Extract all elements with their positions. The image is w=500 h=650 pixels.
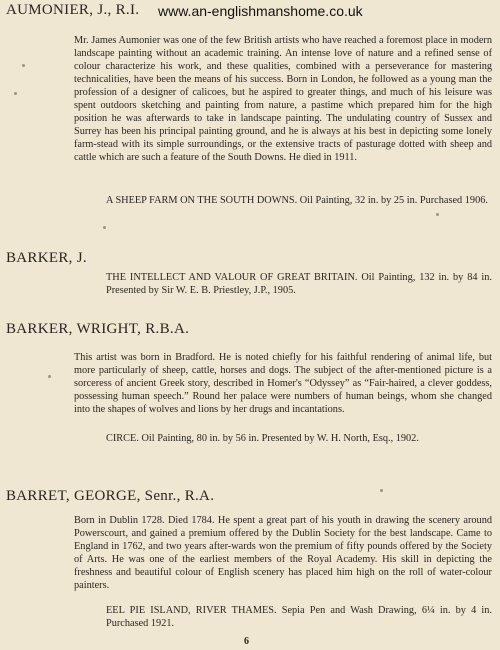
- biography-barker-wright: This artist was born in Bradford. He is noted chiefly for his faithful rendering of animal life, but more particularly of sheep, cattle, horses and dogs. The subject of the after-mentioned picture is a sorceress of ancient Greek story, described in Homer's “Odyssey” as “Fair-haired, a clever goddess, possessing human speech.” Round her palace were numbers of human beings, whom she changed into the shapes of wolves and lions by her drugs and incantations.: [74, 352, 492, 415]
- paper-speck: [14, 92, 17, 95]
- work-eel-pie-island: EEL PIE ISLAND, RIVER THAMES. Sepia Pen and Wash Drawing, 6¼ in. by 4 in. Purchased 1921.: [106, 605, 492, 629]
- page-number: 6: [244, 636, 249, 647]
- artist-heading-aumonier: AUMONIER, J., R.I.: [6, 2, 140, 18]
- paper-speck: [22, 64, 25, 67]
- work-intellect-valour: THE INTELLECT AND VALOUR OF GREAT BRITAIN. Oil Painting, 132 in. by 84 in. Presented by Sir W. E. B. Priestley, J.P., 1905.: [106, 272, 492, 296]
- work-circe: CIRCE. Oil Painting, 80 in. by 56 in. Presented by W. H. North, Esq., 1902.: [106, 433, 419, 444]
- paper-speck: [48, 375, 51, 378]
- site-url-watermark: www.an-englishmanshome.co.uk: [158, 3, 363, 19]
- biography-barret: Born in Dublin 1728. Died 1784. He spent a great part of his youth in drawing the scenery around Powerscourt, and gained a premium offered by the Dublin Society for the best landscape. Came to England in 1762, and two years after-wards won the premium of fifty pounds offered by the Society of Arts. He was one of the earliest members of the Royal Academy. His skill in depicting the freshness and beautiful colour of English scenery has placed him high on the roll of water-colour painters.: [74, 515, 492, 591]
- biography-aumonier: Mr. James Aumonier was one of the few British artists who have reached a foremost place in modern landscape painting without an academic training. An intense love of nature and a refined sense of colour characterize his work, and these qualities, combined with a perseverance for mastering technicalities, have been the means of his success. Born in London, he followed as a young man the profession of a designer of calicoes, but he aspired to greater things, and much of his leisure was spent outdoors sketching and painting from nature, a pastime which prepared him for the high position he was afterwards to take in landscape painting. The undulating country of Sussex and Surrey has been his principal painting ground, and he is always at his best in depicting some lonely farm-stead with its simple surroundings, or the extensive tracts of pasturage dotted with sheep and cattle which are such a feature of the South Downs. He died in 1911.: [74, 35, 492, 163]
- work-sheep-farm: A SHEEP FARM ON THE SOUTH DOWNS. Oil Painting, 32 in. by 25 in. Purchased 1906.: [106, 195, 488, 206]
- artist-heading-barker-wright: BARKER, WRIGHT, R.B.A.: [6, 321, 190, 337]
- paper-speck: [436, 213, 439, 216]
- artist-heading-barret: BARRET, GEORGE, Senr., R.A.: [6, 488, 215, 504]
- paper-speck: [103, 226, 106, 229]
- artist-heading-barker-j: BARKER, J.: [6, 250, 87, 266]
- paper-speck: [380, 489, 383, 492]
